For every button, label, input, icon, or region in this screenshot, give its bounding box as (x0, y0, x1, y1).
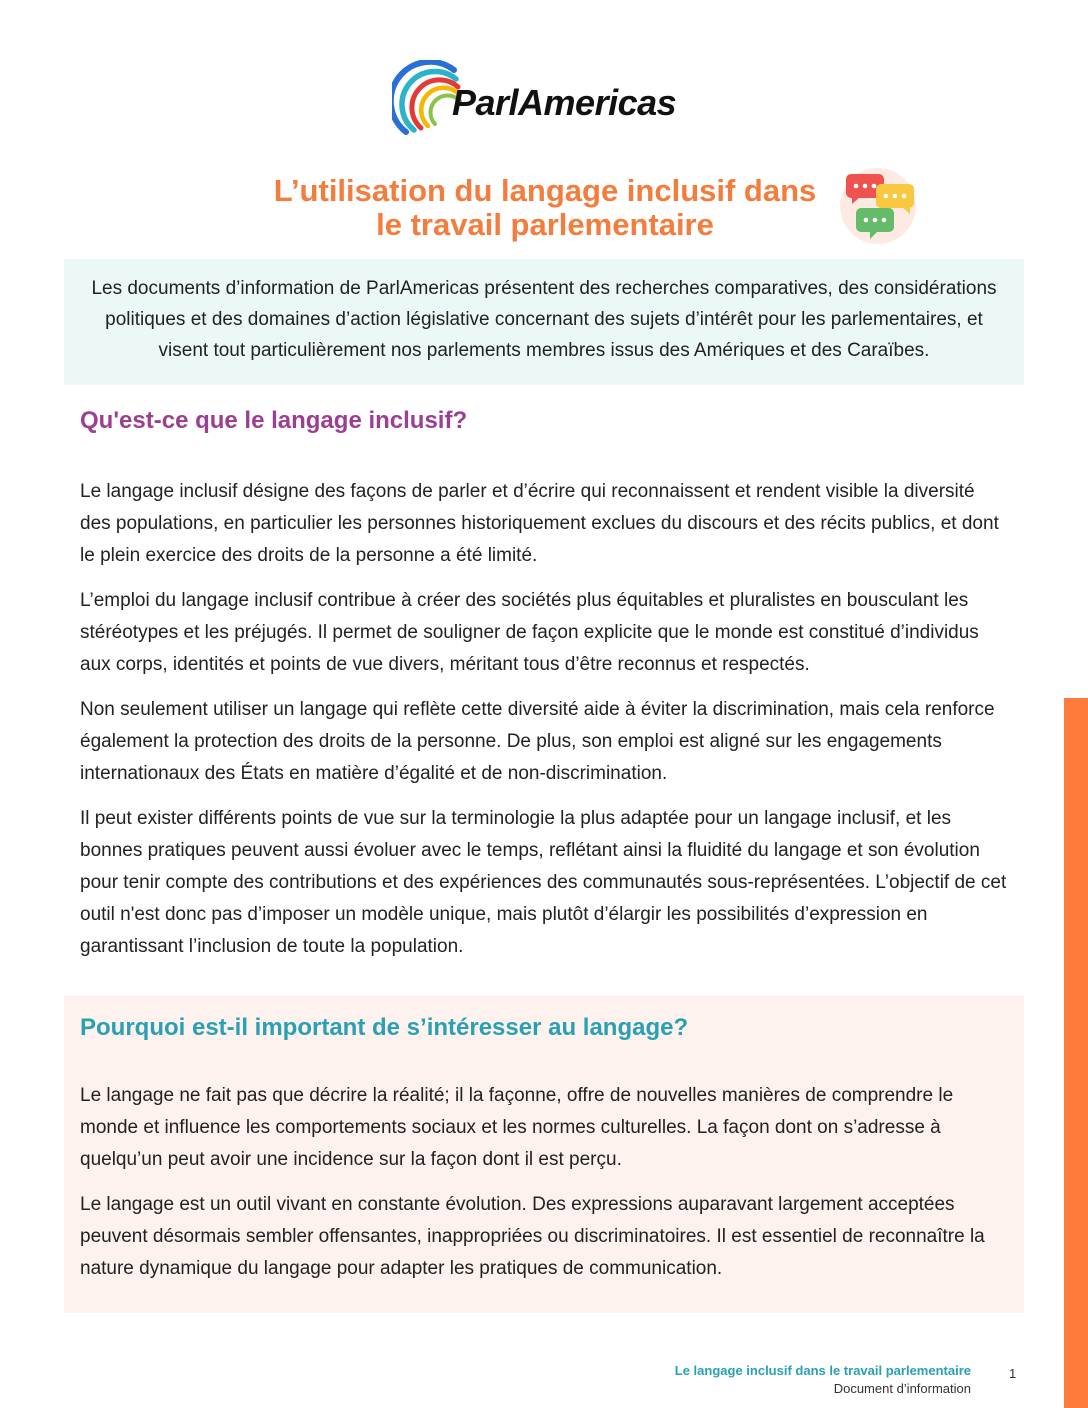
paragraph: Le langage inclusif désigne des façons de parler et d’écrire qui reconnaissent et rendent visible la diversité des populations, en particulier les personnes historiquement exclues du discours et des récits publics, et dont le plein exercice des droits de la personne a été limité. (80, 481, 999, 566)
section-heading: Qu'est-ce que le langage inclusif? (80, 407, 468, 434)
paragraph: Le langage ne fait pas que décrire la réalité; il la façonne, offre de nouvelles manières de comprendre le monde et influence les comportements sociaux et les normes culturelles. La façon dont on s’adresse à quelqu’un peut avoir une incidence sur la façon dont il est perçu. (80, 1085, 954, 1170)
paragraph: L’emploi du langage inclusif contribue à créer des sociétés plus équitables et pluralistes en bousculant les stéréotypes et les préjugés. Il permet de souligner de façon explicite que le monde est constitué d’individus aux corps, identités et points de vue divers, méritant tous d’être reconnus et respectés. (80, 590, 979, 675)
chat-bubbles-icon (838, 166, 918, 246)
page-number: 1 (1009, 1366, 1017, 1381)
footer (675, 1362, 971, 1398)
intro-text: Les documents d’information de ParlAmericas présentent des recherches comparatives, des considérations politiques et des domaines d’action législative concernant des sujets d’intérêt pour les parlementaires, et visent tout particulièrement nos parlements membres issus des Amériques et des Caraïbes. (91, 278, 997, 361)
section-why-language-matters (64, 995, 1024, 1313)
footer-title: Le langage inclusif dans le travail parlementaire (674, 1363, 971, 1378)
page-title (250, 174, 840, 242)
parlamericas-logo (392, 60, 702, 144)
paragraph: Il peut exister différents points de vue sur la terminologie la plus adaptée pour un langage inclusif, et les bonnes pratiques peuvent aussi évoluer avec le temps, reflétant ainsi la fluidité du langage et son évolution pour tenir compte des contributions et des expériences des communautés sous-représentées. L’objectif de cet outil n'est donc pas d’imposer un modèle unique, mais plutôt d’élargir les possibilités d’expression en garantissant l’inclusion de toute la population. (80, 808, 1007, 957)
logo-wordmark: ParlAmericas (452, 82, 677, 123)
section-what-is-inclusive-language (64, 404, 1024, 963)
page-title-line1: L’utilisation du langage inclusif dans (273, 173, 817, 208)
section-heading: Pourquoi est-il important de s’intéresser au langage? (80, 1014, 689, 1041)
paragraph: Non seulement utiliser un langage qui reflète cette diversité aide à éviter la discrimination, mais cela renforce également la protection des droits de la personne. De plus, son emploi est aligné sur les engagements internationaux des États en matière d’égalité et de non-discrimination. (80, 699, 995, 784)
footer-subtitle: Document d’information (833, 1381, 971, 1396)
paragraph: Le langage est un outil vivant en constante évolution. Des expressions auparavant largement acceptées peuvent désormais sembler offensantes, inappropriées ou discriminatoires. Il est essentiel de reconnaître la nature dynamique du langage pour adapter les pratiques de communication. (80, 1194, 985, 1279)
page-title-line2: le travail parlementaire (376, 207, 714, 242)
side-accent-bar (1064, 698, 1088, 1408)
intro-box (64, 259, 1024, 385)
